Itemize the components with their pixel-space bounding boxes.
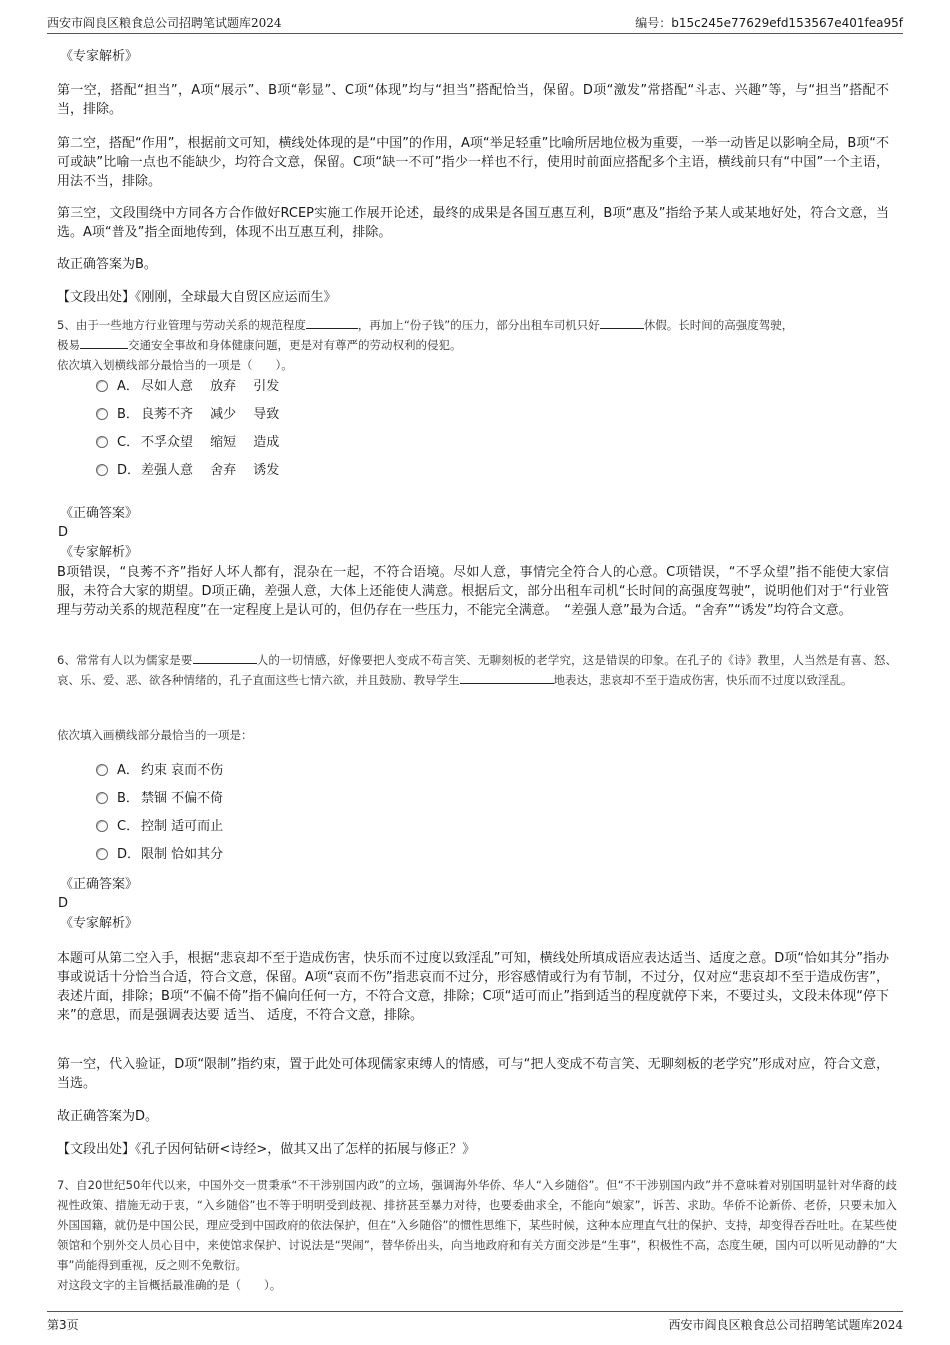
q6-answer-label: 《正确答案》 — [60, 877, 139, 892]
blank — [600, 316, 644, 329]
footer-title: 西安市阎良区粮食总公司招聘笔试题库2024 — [668, 1318, 903, 1332]
q7-prompt: 对这段文字的主旨概括最准确的是（ ）。 — [57, 1278, 282, 1292]
q6-option-a[interactable]: A． 约束 哀而不伤 — [96, 761, 223, 781]
q4-source: 【文段出处】《刚刚，全球最大自贸区应运而生》 — [57, 290, 337, 305]
page-footer — [47, 1311, 903, 1336]
q4-analysis-p1: 第一空，搭配“担当”，A项“展示”、B项“彰显”、C项“体现”均与“担当”搭配恰当，保留。D项“激发”常搭配“斗志、兴趣”等，与“担当”搭配不当，排除。 — [57, 83, 889, 117]
radio-icon[interactable] — [96, 408, 108, 420]
page-header — [47, 11, 903, 34]
blank — [306, 316, 358, 329]
q5-prompt: 依次填入划横线部分最恰当的一项是（ ）。 — [57, 358, 293, 372]
blank — [460, 671, 554, 684]
q7-stem: 7、自20世纪50年代以来，中国外交一贯秉承“不干涉别国内政”的立场，强调海外华侨、华人“入乡随俗”。但“不干涉别国内政”并不意味着对别国明显针对华裔的歧视性政策、措施无动于衷，“入乡随俗”也不等于明明受到歧视、排挤甚至暴力对待，也要委曲求全，不能向“娘家”，诉苦、求助。华侨不论新侨、老侨，只要未加入外国国籍，就仍是中国公民，理应受到中国政府的依法保护，但在“入乡随俗”的惯性思维下，某些时候，这种本应理直气壮的保护、支持，却变得吞吞吐吐。在某些使领馆和个别外交人员心目中，来使馆求保护、讨说法是“哭闹”，替华侨出头，向当地政府和有关方面交涉是“生事”，积极性不高，态度生硬，国内可以听见动静的“大事”尚能得到重视，反之则不免敷衍。 对这段文字的主旨概括最准确的是（ ）。 — [57, 1178, 897, 1292]
q6-analysis-p2: 第一空，代入验证，D项“限制”指约束，置于此处可体现儒家束缚人的情感，可与“把人变成不苟言笑、无聊刻板的老学究”形成对应，符合文意，当选。 — [57, 1057, 889, 1091]
q5-option-a[interactable]: A． 尽如人意 放弃 引发 — [96, 377, 279, 397]
q4-analysis-p3: 第三空，文段围绕中方同各方合作做好RCEP实施工作展开论述，最终的成果是各国互惠互利，B项“惠及”指给予某人或某地好处，符合文意，当选。A项“普及”指全面地传到，体现不出互惠互利，排除。 — [57, 206, 889, 240]
q5-analysis: B项错误，“良莠不齐”指好人坏人都有，混杂在一起，不符合语境。尽如人意，事情完全符合人的心意。C项错误，“不孚众望”指不能使大家信服，未符合大家的期望。D项正确，差强人意，大体上还能使人满意。根据后文，部分出租车司机“长时间的高强度驾驶”，说明他们对于“行业管理与劳动关系的规范程度”在一定程度上是认可的，但仍存在一些压力，不能完全满意。 “差强人意”最为合适。“舍弃”“诱发”均符合文意。 — [57, 565, 889, 618]
q6-stem: 6、常常有人以为儒家是要 人的一切情感，好像要把人变成不苟言笑、无聊刻板的老学究，这是错误的印象。在孔子的《诗》教里，人当然是有喜、怒、哀、乐、爱、恶、欲各种情绪的，孔子直面这些七情六欲，并且鼓励、教导学生 地表达，悲哀却不至于造成伤害，快乐而不过度以致淫乱。 — [57, 653, 897, 687]
q5-option-d[interactable]: D．差强人意 舍弃 诱发 — [96, 461, 279, 481]
radio-icon[interactable] — [96, 820, 108, 832]
page-number: 第3页 — [47, 1318, 79, 1332]
q6-option-d[interactable]: D．限制 恰如其分 — [96, 845, 223, 865]
q4-analysis-label: 《专家解析》 — [60, 49, 139, 64]
blank — [80, 336, 128, 349]
q5-answer-label: 《正确答案》 — [60, 506, 139, 521]
q6-answer: D — [58, 896, 69, 911]
q6-option-b[interactable]: B． 禁锢 不偏不倚 — [96, 789, 223, 809]
q5-option-c[interactable]: C． 不孚众望 缩短 造成 — [96, 433, 279, 453]
q4-answer-line: 故正确答案为B。 — [57, 257, 157, 272]
radio-icon[interactable] — [96, 436, 108, 448]
radio-icon[interactable] — [96, 792, 108, 804]
q6-answer-line: 故正确答案为D。 — [57, 1109, 159, 1124]
q5-option-b[interactable]: B． 良莠不齐 减少 导致 — [96, 405, 279, 425]
radio-icon[interactable] — [96, 764, 108, 776]
header-doc-id: 编号：b15c245e77629efd153567e401fea95f — [635, 16, 903, 30]
q6-analysis-label: 《专家解析》 — [60, 916, 139, 931]
q4-analysis-p2: 第二空，搭配“作用”，根据前文可知，横线处体现的是“中国”的作用，A项“举足轻重”比喻所居地位极为重要，一举一动皆足以影响全局，B项“不可或缺”比喻一点也不能缺少，均符合文意，保留。C项“缺一不可”指少一样也不行，使用时前面应搭配多个主语，横线前只有“中国”一个主语，用法不当，排除。 — [57, 136, 889, 189]
header-title: 西安市阎良区粮食总公司招聘笔试题库2024 — [47, 16, 282, 30]
q5-analysis-label: 《专家解析》 — [60, 545, 139, 560]
blank — [193, 651, 257, 664]
radio-icon[interactable] — [96, 464, 108, 476]
radio-icon[interactable] — [96, 848, 108, 860]
q6-option-c[interactable]: C． 控制 适可而止 — [96, 817, 223, 837]
q5-answer: D — [58, 525, 69, 540]
radio-icon[interactable] — [96, 380, 108, 392]
q6-analysis-p1: 本题可从第二空入手，根据“悲哀却不至于造成伤害，快乐而不过度以致淫乱”可知，横线处所填成语应表达适当、适度之意。D项“恰如其分”指办事或说话十分恰当合适，符合文意，保留。A项“哀而不伤”指悲哀而不过分，形容感情或行为有节制，不过分，仅对应“悲哀却不至于造成伤害”，表述片面，排除；B项“不偏不倚”指不偏向任何一方，不符合文意，排除；C项“适可而止”指到适当的程度就停下来，不要过头，文段未体现“停下来”的意思，而是强调表达要 适当、 适度，不符合文意，排除。 — [57, 951, 889, 1023]
q5-stem: 5、由于一些地方行业管理与劳动关系的规范程度 ，再加上“份子钱”的压力，部分出租车司机只好 休假。长时间的高强度驾驶， 极易 交通安全事故和身体健康问题，更是对有尊严的劳动权利的侵犯。 依次填入划横线部分最恰当的一项是（ ）。 — [57, 318, 794, 372]
q6-source: 【文段出处】《孔子因何钻研<诗经>，做其又出了怎样的拓展与修正？》 — [57, 1142, 476, 1157]
q6-prompt: 依次填入画横线部分最恰当的一项是： — [57, 728, 253, 742]
